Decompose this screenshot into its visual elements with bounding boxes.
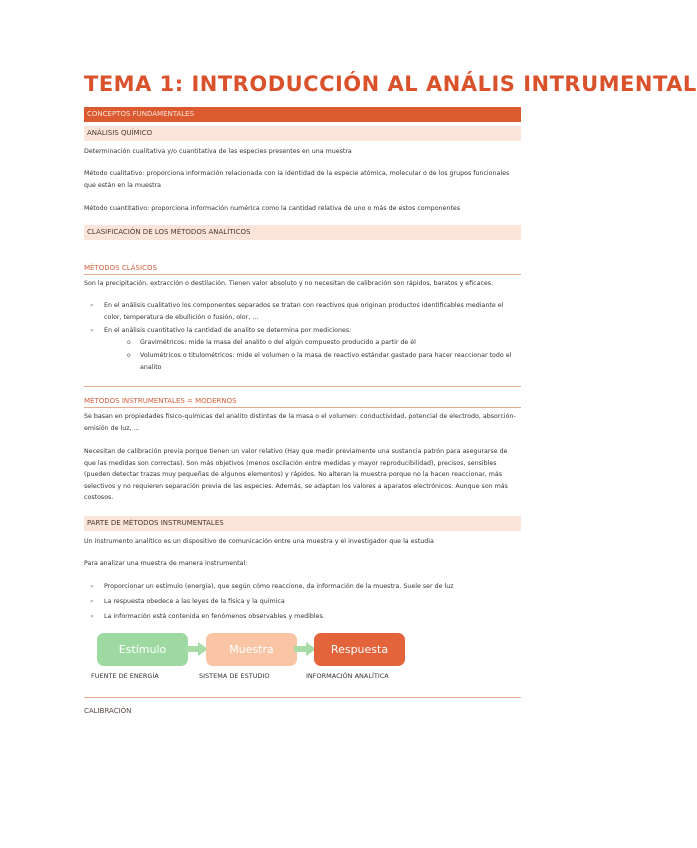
section-bar-conceptos: CONCEPTOS FUNDAMENTALES (84, 107, 521, 122)
paragraph-definicion: Determinación cualitativa y/o cuantitativa de las especies presentes en una muestra (84, 148, 352, 155)
divider (84, 274, 521, 275)
flow-label-informacion: INFORMACIÓN ANALÍTICA (306, 672, 389, 680)
section-bar-instrumentos: PARTE DE MÉTODOS INSTRUMENTALES (84, 516, 521, 531)
list-item-text: En el análisis cualitativo los componentes separados se tratan con reactivos que originan productos identificables mediante el color, temperatura de ebullición o fusión, olor, … (104, 302, 504, 321)
sub-list-item-text: Volumétricos o titulométricos: mide el volumen o la masa de reactivo estándar gastado para hacer reaccionar todo el analito (140, 352, 512, 371)
list-item (90, 611, 519, 623)
sub-bullet-marker: o (127, 352, 131, 359)
sub-list-item-text: Gravimétricos: mide la masa del analito o del algún compuesto producido a partir de él (140, 339, 416, 346)
list-item (90, 325, 519, 337)
list-item-text: En el análisis cuantitativo la cantidad de analito se determina por mediciones: (104, 327, 352, 334)
sub-bullet-marker: o (127, 339, 131, 346)
flow-box-estimulo: Estímulo (97, 633, 188, 666)
list-item-text: La respuesta obedece a las leyes de la física y la química (104, 598, 285, 605)
bullet-marker: » (90, 327, 94, 334)
flow-label-sistema: SISTEMA DE ESTUDIO (199, 672, 270, 680)
page-title: TEMA 1: INTRODUCCIÓN AL ANÁLIS INTRUMENTAL (84, 72, 697, 96)
paragraph-analizar: Para analizar una muestra de manera instrumental: (84, 560, 248, 567)
paragraph-instrumento: Un instrumento analítico es un dispositivo de comunicación entre una muestra y el investigador que la estudia (84, 538, 434, 545)
list-item-text: La información está contenida en fenómenos observables y medibles. (104, 613, 325, 620)
divider (84, 407, 521, 408)
bullet-marker: » (90, 583, 94, 590)
list-item (90, 596, 519, 608)
list-item (90, 300, 519, 323)
paragraph-calibracion-previa: Necesitan de calibración previa porque tienen un valor relativo (Hay que medir previamente una sustancia patrón para asegurarse de que las medidas son correctas). Son más objetivos (menos oscilación entre medidas y mayor reproducibilidad), precisos, sensibles (pueden detectar trazas muy pequeñas de algunos elementos) y rápidos. No alteran la muestra porque no la hacen reaccionar, más selectivos y no requieren separación previa de las especies. Además, se adaptan los valores a aparatos electrónicos. Aunque son más costosos. (84, 448, 508, 501)
bullet-marker: » (90, 613, 94, 620)
arrow-right-icon (294, 642, 316, 656)
sub-list-item (127, 350, 525, 373)
divider (84, 697, 521, 698)
sub-list-item (127, 337, 525, 349)
bullet-marker: » (90, 598, 94, 605)
paragraph-instrumentales: Se basan en propiedades físico-químicas del analito distintas de la masa o el volumen: conductividad, potencial de electrodo, absorción-emisión de luz, … (84, 413, 516, 432)
arrow-right-icon (186, 642, 208, 656)
paragraph-clasicos: Son la precipitación, extracción o destilación. Tienen valor absoluto y no necesitan de calibración son rápidos, baratos y eficaces. (84, 280, 494, 287)
divider (84, 386, 521, 387)
paragraph-cuantitativo: Método cuantitativo: proporciona información numérica como la cantidad relativa de uno o más de estos componentes (84, 205, 461, 212)
subheading-metodos-clasicos: MÉTODOS CLÁSICOS (84, 264, 157, 272)
section-bar-clasificacion: CLASIFICACIÓN DE LOS MÉTODOS ANALÍTICOS (84, 225, 521, 240)
section-bar-analisis-quimico: ANÁLISIS QUÍMICO (84, 126, 521, 141)
subheading-calibracion: CALIBRACIÓN (84, 707, 132, 715)
bullet-marker: » (90, 302, 94, 309)
flow-box-muestra: Muestra (206, 633, 297, 666)
subheading-metodos-instrumentales: MÉTODOS INSTRUMENTALES = MODERNOS (84, 397, 237, 405)
list-item (90, 581, 519, 593)
paragraph-cualitativo: Método cualitativo: proporciona información relacionada con la identidad de la especie atómica, molecular o de los grupos funcionales que están en la muestra (84, 170, 510, 189)
flow-label-fuente: FUENTE DE ENERGÍA (91, 672, 159, 680)
flow-box-respuesta: Respuesta (314, 633, 405, 666)
list-item-text: Proporcionar un estímulo (energía), que según cómo reaccione, da información de la muestra. Suele ser de luz (104, 583, 454, 590)
